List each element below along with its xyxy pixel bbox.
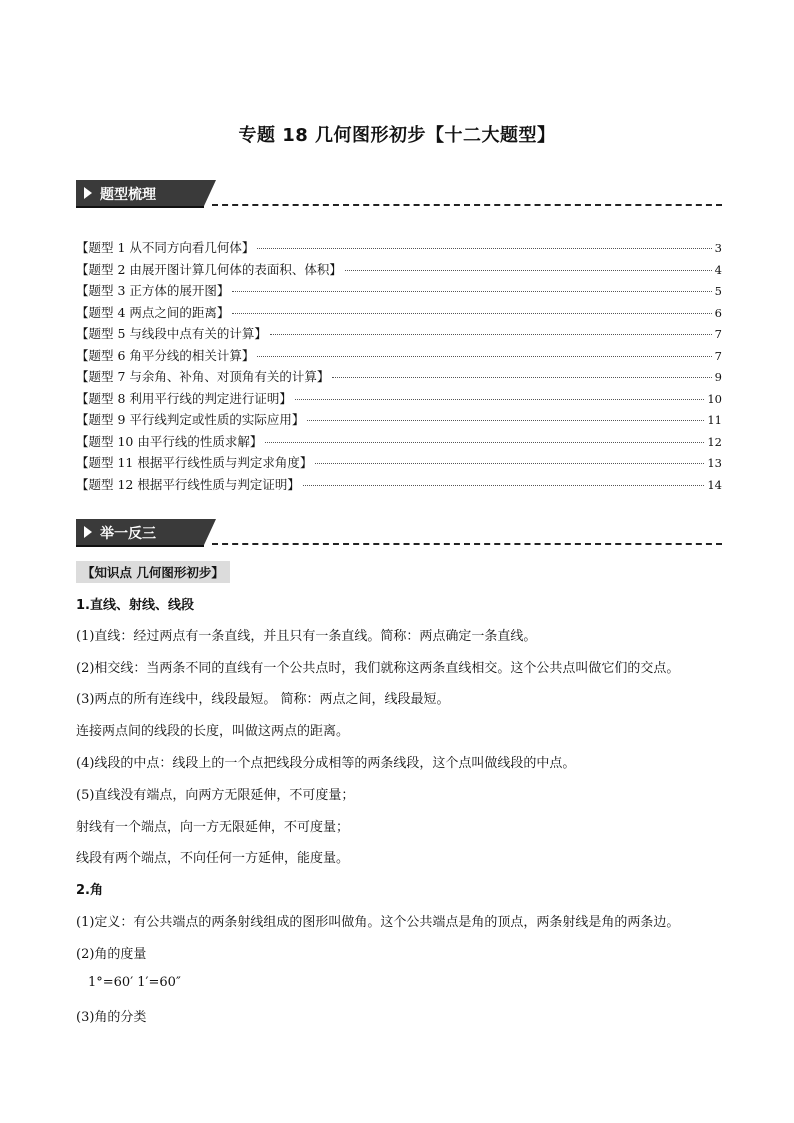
toc-label: 【题型 11 根据平行线性质与判定求角度】 — [76, 455, 313, 470]
banner-tab — [76, 519, 204, 547]
toc-page-number: 11 — [707, 413, 722, 427]
toc-leader — [265, 442, 704, 443]
toc-page-number: 7 — [714, 348, 722, 363]
toc-item[interactable] — [76, 260, 722, 282]
section-banner-examples — [76, 519, 722, 547]
play-triangle-icon — [84, 526, 92, 538]
paragraph: 线段有两个端点，不向任何一方延伸，能度量。 — [76, 851, 350, 866]
toc-leader — [232, 313, 711, 314]
toc-item[interactable] — [76, 410, 722, 432]
toc-label: 【题型 5 与线段中点有关的计算】 — [76, 326, 267, 341]
toc-label: 【题型 9 平行线判定或性质的实际应用】 — [76, 412, 305, 427]
toc-item[interactable] — [76, 324, 722, 346]
toc-item[interactable] — [76, 389, 722, 411]
banner-label: 举一反三 — [100, 526, 156, 542]
section-heading: 2.角 — [76, 883, 103, 898]
toc-item[interactable] — [76, 281, 722, 303]
toc-item[interactable] — [76, 367, 722, 389]
toc-page-number: 7 — [714, 327, 722, 341]
paragraph: (2)相交线：当两条不同的直线有一个公共点时，我们就称这两条直线相交。这个公共点叫做它们的交点。 — [76, 661, 680, 676]
page-title: 专题 18 几何图形初步【十二大题型】 — [238, 125, 556, 146]
section-banner-toc — [76, 180, 722, 208]
toc-label: 【题型 8 利用平行线的判定进行证明】 — [76, 390, 292, 406]
toc-page-number: 12 — [707, 434, 722, 449]
table-of-contents — [76, 238, 722, 496]
toc-item[interactable] — [76, 432, 722, 454]
paragraph: (1)直线：经过两点有一条直线，并且只有一条直线。简称：两点确定一条直线。 — [76, 629, 537, 644]
paragraph: (3)角的分类 — [76, 1010, 147, 1025]
banner-label: 题型梳理 — [100, 187, 156, 203]
toc-label: 【题型 1 从不同方向看几何体】 — [76, 240, 255, 255]
toc-page-number: 9 — [714, 370, 722, 384]
toc-leader — [345, 270, 712, 271]
banner-dashed-rule — [212, 204, 722, 206]
toc-label: 【题型 4 两点之间的距离】 — [76, 304, 230, 320]
toc-item[interactable] — [76, 453, 722, 475]
toc-item[interactable] — [76, 238, 722, 260]
toc-leader — [295, 399, 704, 400]
toc-label: 【题型 3 正方体的展开图】 — [76, 283, 230, 298]
banner-tab — [76, 180, 204, 208]
knowledge-point-tag: 【知识点 几何图形初步】 — [76, 561, 230, 583]
toc-label: 【题型 2 由展开图计算几何体的表面积、体积】 — [76, 261, 342, 277]
formula-line: 1°=60′ 1′=60″ — [88, 975, 181, 990]
paragraph: (1)定义：有公共端点的两条射线组成的图形叫做角。这个公共端点是角的顶点，两条射线是角的两条边。 — [76, 915, 680, 930]
toc-leader — [257, 356, 711, 357]
toc-leader — [232, 291, 711, 292]
banner-dashed-rule — [212, 543, 722, 545]
toc-page-number: 13 — [707, 456, 722, 470]
toc-page-number: 5 — [714, 284, 722, 298]
toc-page-number: 14 — [707, 477, 722, 492]
section-heading: 1.直线、射线、线段 — [76, 598, 194, 613]
paragraph: 连接两点间的线段的长度，叫做这两点的距离。 — [76, 724, 350, 739]
toc-label: 【题型 6 角平分线的相关计算】 — [76, 347, 255, 363]
paragraph: (5)直线没有端点，向两方无限延伸，不可度量； — [76, 788, 355, 803]
play-triangle-icon — [84, 187, 92, 199]
toc-label: 【题型 10 由平行线的性质求解】 — [76, 433, 263, 449]
toc-item[interactable] — [76, 303, 722, 325]
paragraph: 射线有一个端点，向一方无限延伸，不可度量； — [76, 820, 350, 835]
toc-item[interactable] — [76, 475, 722, 497]
paragraph: (4)线段的中点：线段上的一个点把线段分成相等的两条线段，这个点叫做线段的中点。 — [76, 756, 576, 771]
toc-page-number: 6 — [714, 305, 722, 320]
toc-page-number: 3 — [714, 241, 722, 255]
toc-page-number: 10 — [707, 391, 722, 406]
toc-leader — [315, 463, 704, 464]
toc-label: 【题型 7 与余角、补角、对顶角有关的计算】 — [76, 369, 330, 384]
toc-page-number: 4 — [714, 262, 722, 277]
toc-item[interactable] — [76, 346, 722, 368]
toc-leader — [307, 420, 704, 421]
toc-leader — [257, 248, 711, 249]
toc-leader — [303, 485, 705, 486]
paragraph: (2)角的度量 — [76, 947, 147, 962]
toc-leader — [270, 334, 712, 335]
toc-leader — [332, 377, 711, 378]
toc-label: 【题型 12 根据平行线性质与判定证明】 — [76, 476, 300, 492]
paragraph: (3)两点的所有连线中，线段最短。 简称：两点之间，线段最短。 — [76, 692, 450, 707]
